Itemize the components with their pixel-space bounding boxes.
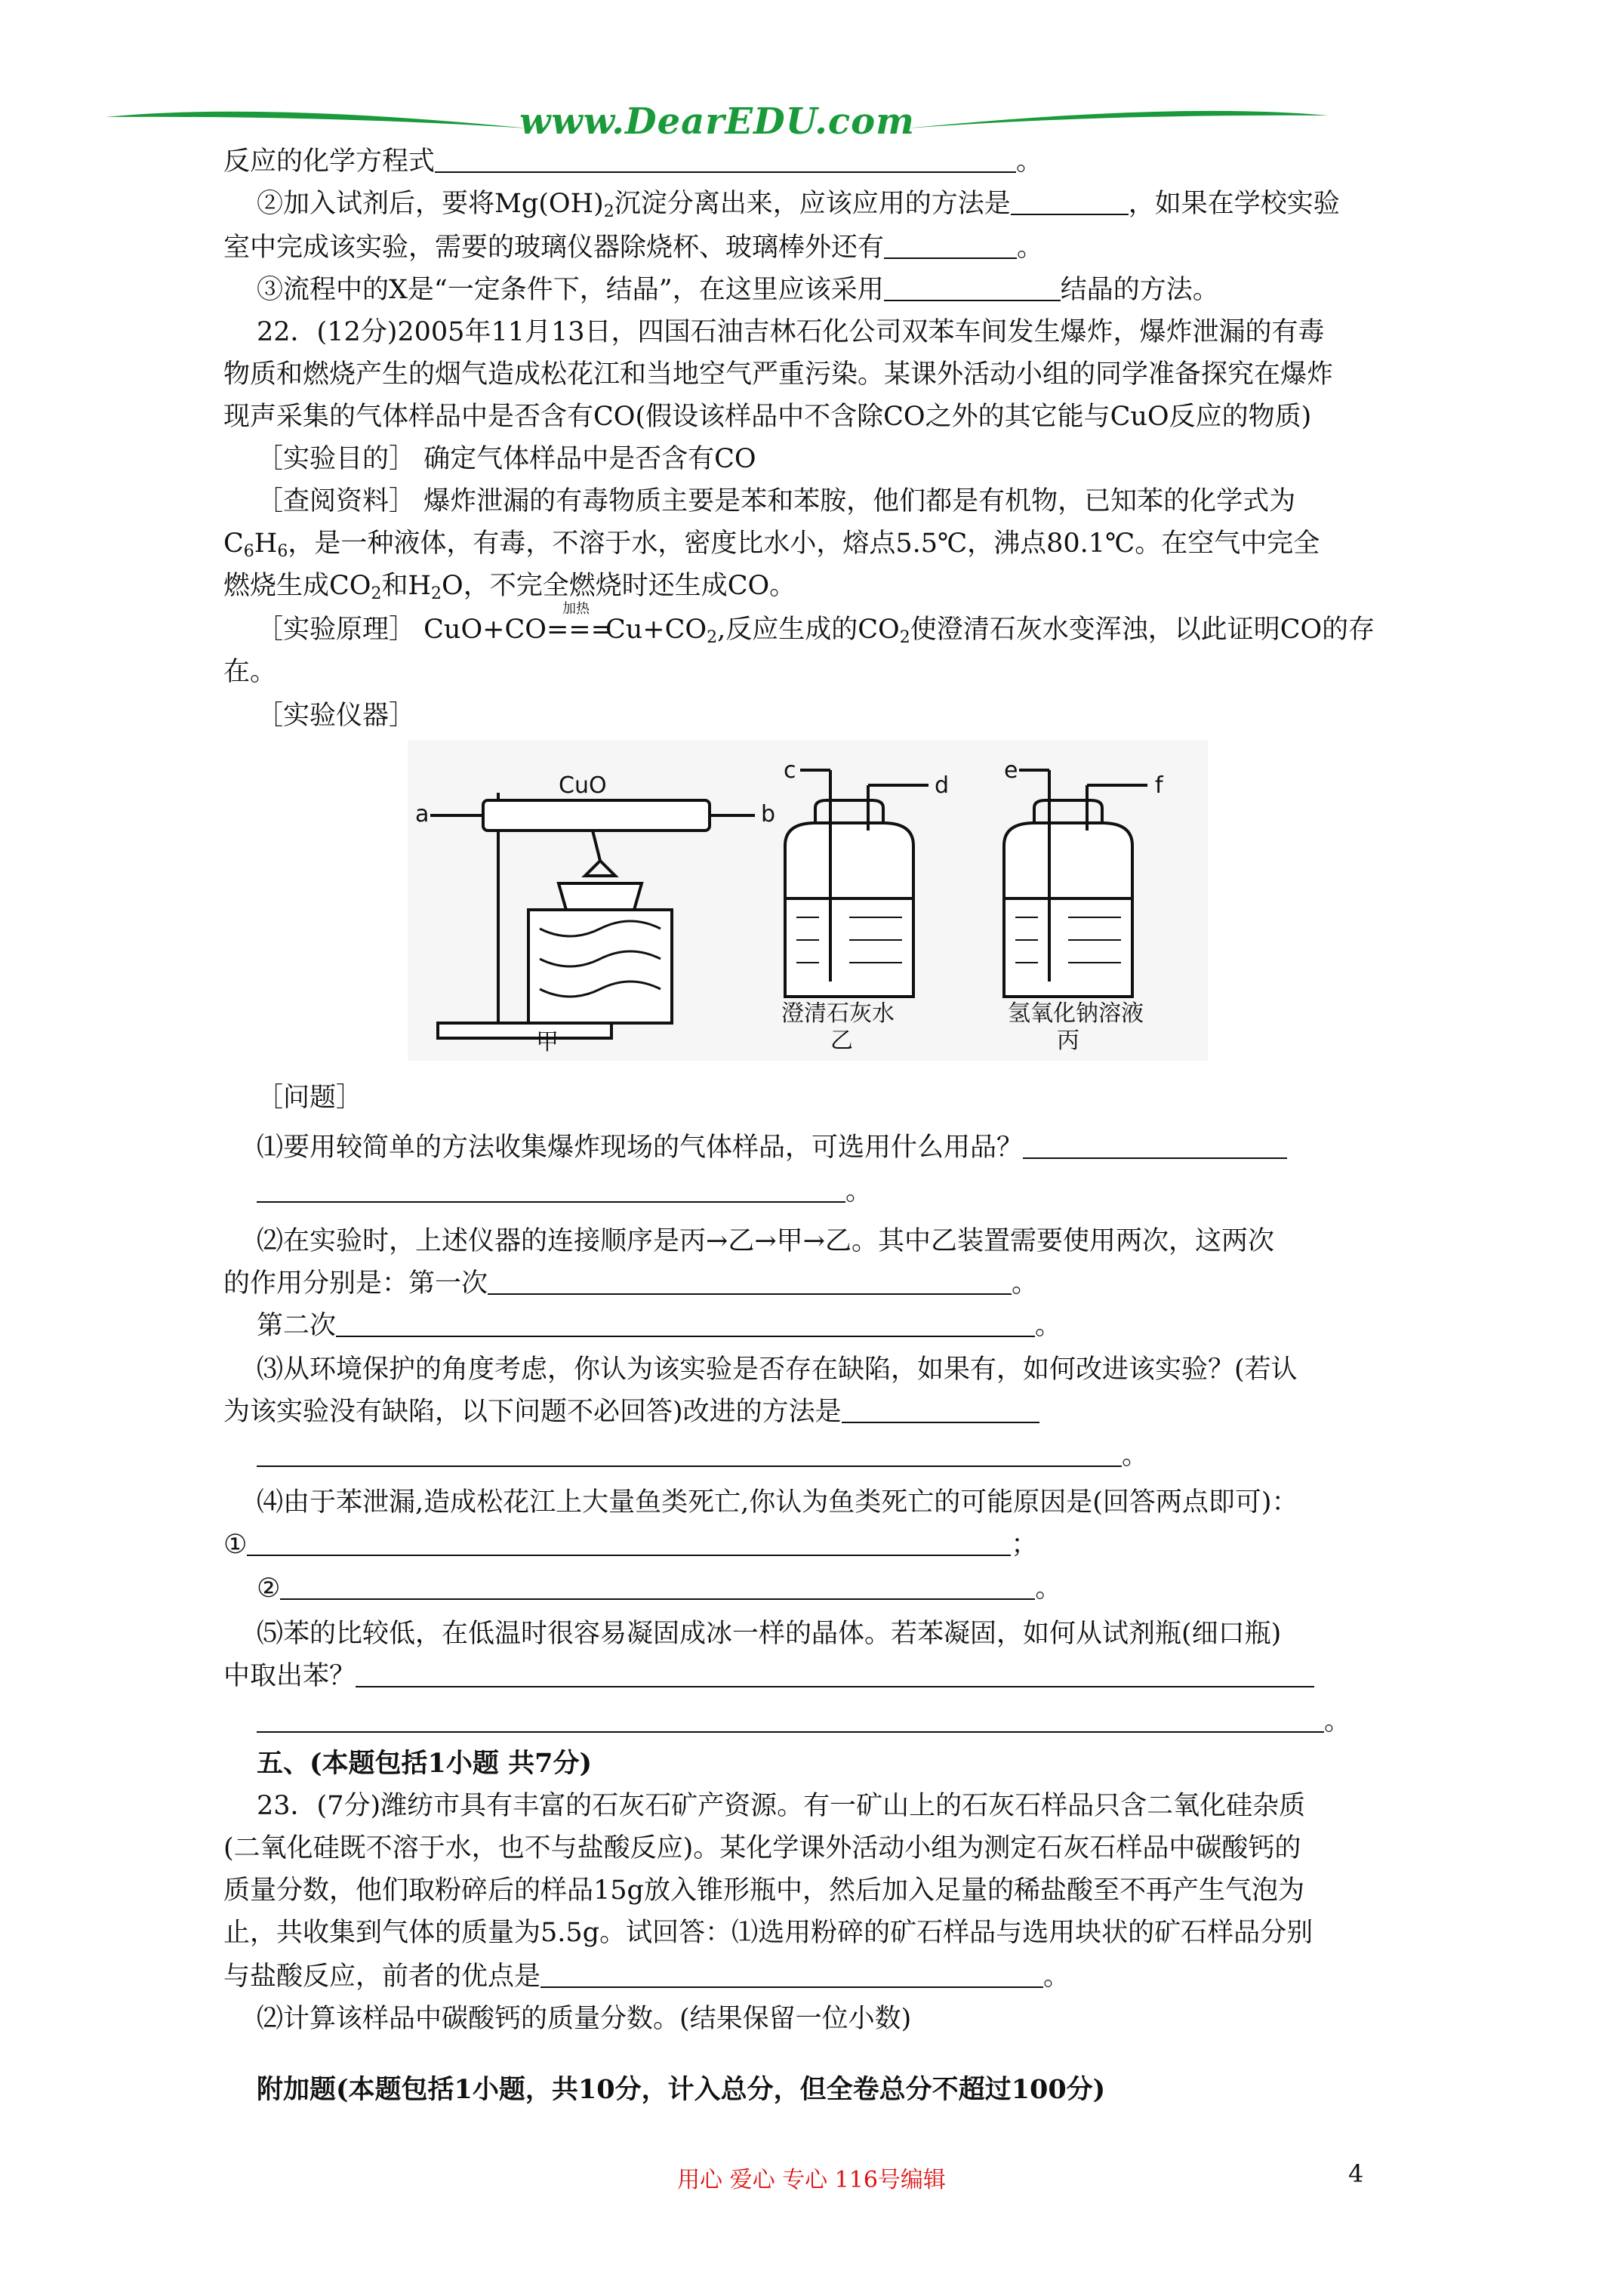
section-five-heading: 五、(本题包括1小题 共7分) — [257, 1748, 593, 1779]
questions-heading: ［问题］ — [257, 1083, 363, 1113]
experiment-purpose: ［实验目的］ 确定气体样品中是否含有CO — [257, 444, 756, 474]
question-1: ⑴要用较简单的方法收集爆炸现场的气体样品，可选用什么用品？ — [257, 1130, 1287, 1166]
text-line: 第二次 。 — [257, 1308, 1061, 1344]
label-naoh-solution: 氢氧化钠溶液 — [1008, 1000, 1144, 1027]
apparatus-diagram — [408, 740, 1208, 1061]
label-cuo: CuO — [559, 772, 607, 799]
question-4: ⑷由于苯泄漏,造成松花江上大量鱼类死亡,你认为鱼类死亡的可能原因是(回答两点即可)： — [257, 1487, 1298, 1518]
text-line: 中取出苯？ — [223, 1658, 1314, 1694]
text-line: 质量分数，他们取粉碎后的样品15g放入锥形瓶中，然后加入足量的稀盐酸至不再产生气泡为 — [223, 1875, 1304, 1906]
label-yi: 乙 — [830, 1028, 853, 1054]
experiment-principle: ［实验原理］ CuO+CO 加热 $===Cu+CO_2$,反应生成的$CO_2$使澄清石灰水变浑浊，以此证明CO的存 — [257, 601, 1375, 647]
label-f: f — [1155, 772, 1163, 799]
text-line: 。 — [257, 1173, 872, 1210]
text-line: 物质和燃烧产生的烟气造成松花江和当地空气严重污染。某课外活动小组的同学准备探究在爆炸 — [223, 359, 1334, 390]
text-line: ②加入试剂后，要将$Mg(OH)_2$沉淀分离出来，应该应用的方法是 ，如果在学校实验 — [257, 186, 1340, 222]
label-c: c — [784, 757, 796, 784]
text-line: 的作用分别是：第一次 。 — [223, 1265, 1038, 1302]
text-line: $C_6H_6$，是一种液体，有毒，不溶于水，密度比水小，熔点5.5℃，沸点80.1℃。在空气中完全 — [223, 529, 1320, 561]
text-line: ② 。 — [257, 1570, 1061, 1607]
reaction-condition: 加热 === — [546, 601, 613, 645]
apparatus-figure — [408, 740, 1208, 1061]
text-line: 燃烧生成$CO_2$和$H_2O$，不完全燃烧时还生成CO。 — [223, 571, 796, 603]
text-line: ③流程中的X是“一定条件下，结晶”，在这里应该采用 结晶的方法。 — [257, 272, 1219, 308]
question-3: ⑶从环境保护的角度考虑，你认为该实验是否存在缺陷，如果有，如何改进该实验？(若认 — [257, 1354, 1298, 1385]
question-2: ⑵在实验时，上述仪器的连接顺序是丙→乙→甲→乙。其中乙装置需要使用两次，这两次 — [257, 1226, 1274, 1256]
text-line: 在。 — [223, 657, 277, 687]
text-line: 现声采集的气体样品中是否含有CO(假设该样品中不含除CO之外的其它能与CuO反应的物质) — [223, 402, 1312, 432]
text-line: 反应的化学方程式 。 — [223, 143, 1042, 180]
header-site-name: www.DearEDU.com — [519, 100, 915, 143]
text-line: 为该实验没有缺陷，以下问题不必回答)改进的方法是 — [223, 1394, 1039, 1430]
text-line: (二氧化硅既不溶于水，也不与盐酸反应)。某化学课外活动小组为测定石灰石样品中碳酸钙的 — [223, 1833, 1301, 1863]
text-line: 室中完成该实验，需要的玻璃仪器除烧杯、玻璃棒外还有 。 — [223, 230, 1043, 266]
footer-note: 用心 爱心 专心 116号编辑 — [677, 2167, 946, 2193]
text-line: 与盐酸反应，前者的优点是 。 — [223, 1959, 1070, 1995]
label-e: e — [1004, 757, 1018, 784]
apparatus-heading: ［实验仪器］ — [257, 701, 416, 731]
label-d: d — [935, 772, 950, 799]
label-b: b — [761, 801, 776, 827]
label-a: a — [415, 801, 430, 827]
reference-material: ［查阅资料］ 爆炸泄漏的有毒物质主要是苯和苯胺，他们都是有机物，已知苯的化学式为 — [257, 486, 1296, 516]
text-line: ① ； — [223, 1527, 1037, 1563]
question-22-stem: 22．(12分)2005年11月13日，四国石油吉林石化公司双苯车间发生爆炸，爆炸泄漏的有毒 — [257, 317, 1325, 347]
label-jia: 甲 — [536, 1029, 559, 1056]
bonus-heading: 附加题(本题包括1小题，共10分，计入总分，但全卷总分不超过100分) — [257, 2074, 1106, 2105]
question-5: ⑸苯的比较低，在低温时很容易凝固成冰一样的晶体。若苯凝固，如何从试剂瓶(细口瓶) — [257, 1619, 1282, 1649]
label-limewater: 澄清石灰水 — [781, 1000, 895, 1027]
text-line: 止，共收集到气体的质量为5.5g。试回答：⑴选用粉碎的矿石样品与选用块状的矿石样品分别 — [223, 1918, 1313, 1948]
page-number: 4 — [1348, 2159, 1364, 2188]
text-line: 。 — [257, 1703, 1350, 1740]
question-23-part-2: ⑵计算该样品中碳酸钙的质量分数。(结果保留一位小数) — [257, 2004, 912, 2034]
label-bing: 丙 — [1057, 1028, 1079, 1054]
text-line: 。 — [257, 1438, 1148, 1474]
question-23-stem: 23．(7分)潍纺市具有丰富的石灰石矿产资源。有一矿山上的石灰石样品只含二氧化硅杂质 — [257, 1791, 1306, 1821]
